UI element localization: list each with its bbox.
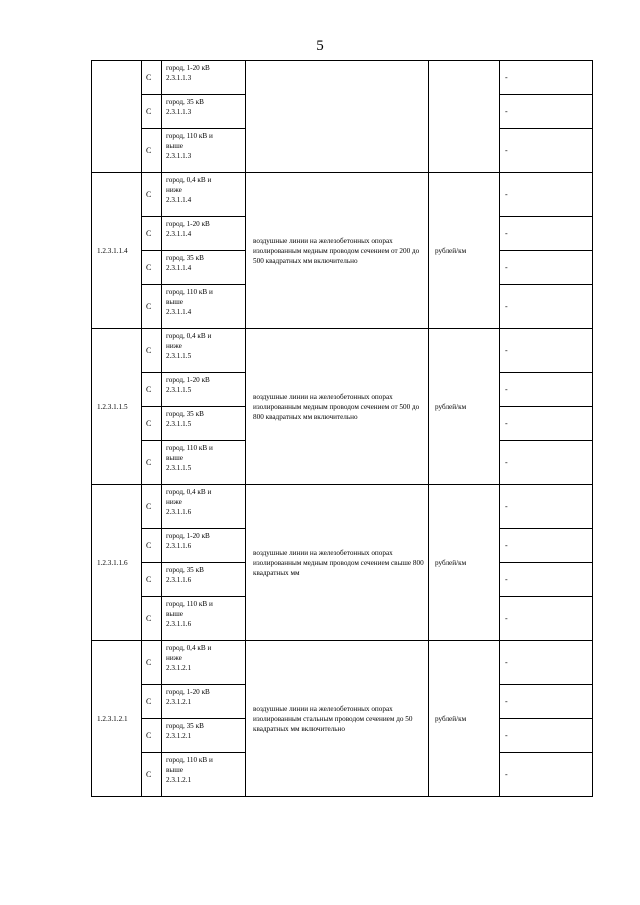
subcategory-cell (162, 285, 246, 329)
value-cell: - (500, 407, 593, 441)
subcategory-line: выше (166, 610, 183, 618)
code-cell (92, 61, 142, 173)
table-row (92, 485, 593, 529)
value-cell: - (500, 529, 593, 563)
value-cell: - (500, 719, 593, 753)
table-row (92, 641, 593, 685)
value-cell: - (500, 485, 593, 529)
subcategory-line: выше (166, 142, 183, 150)
description-cell: воздушные линии на железобетонных опорах изолированным медным проводом сечением свыше 800 квадратных мм (246, 485, 429, 641)
subcategory-cell (162, 373, 246, 407)
category-cell: С (142, 251, 162, 285)
category-cell: С (142, 129, 162, 173)
value-cell: - (500, 373, 593, 407)
value-cell: - (500, 95, 593, 129)
subcategory-line: город, 110 кВ и (166, 444, 213, 452)
description-cell (246, 61, 429, 173)
subcategory-cell (162, 719, 246, 753)
subcategory-line: 2.3.1.1.3 (166, 152, 192, 160)
category-cell: С (142, 217, 162, 251)
value-cell: - (500, 251, 593, 285)
subcategory-line: город, 0,4 кВ и (166, 176, 212, 184)
value-cell: - (500, 129, 593, 173)
category-cell: С (142, 753, 162, 797)
subcategory-line: 2.3.1.2.1 (166, 664, 192, 672)
subcategory-cell (162, 329, 246, 373)
subcategory-line: 2.3.1.1.6 (166, 508, 192, 516)
category-cell: С (142, 441, 162, 485)
subcategory-line: город, 1-20 кВ (166, 64, 210, 72)
value-cell: - (500, 641, 593, 685)
description-cell: воздушные линии на железобетонных опорах изолированным медным проводом сечением от 200 до 500 квадратных мм включительно (246, 173, 429, 329)
subcategory-line: ниже (166, 186, 182, 194)
value-cell: - (500, 685, 593, 719)
category-cell: С (142, 529, 162, 563)
subcategory-line: город, 1-20 кВ (166, 376, 210, 384)
unit-cell: рублей/км (429, 173, 500, 329)
value-cell: - (500, 217, 593, 251)
page-number: 5 (316, 38, 324, 54)
unit-cell: рублей/км (429, 641, 500, 797)
subcategory-line: 2.3.1.1.6 (166, 576, 192, 584)
subcategory-cell (162, 407, 246, 441)
subcategory-line: ниже (166, 654, 182, 662)
subcategory-line: город, 35 кВ (166, 98, 204, 106)
category-cell: С (142, 173, 162, 217)
category-cell: С (142, 95, 162, 129)
category-cell: С (142, 61, 162, 95)
subcategory-line: город, 35 кВ (166, 254, 204, 262)
unit-cell: рублей/км (429, 485, 500, 641)
category-cell: С (142, 329, 162, 373)
category-cell: С (142, 563, 162, 597)
value-cell: - (500, 597, 593, 641)
subcategory-line: 2.3.1.1.4 (166, 264, 192, 272)
subcategory-line: ниже (166, 342, 182, 350)
table-row (92, 173, 593, 217)
subcategory-line: 2.3.1.1.3 (166, 74, 192, 82)
subcategory-cell (162, 441, 246, 485)
value-cell: - (500, 563, 593, 597)
subcategory-line: 2.3.1.1.5 (166, 420, 192, 428)
category-cell: С (142, 597, 162, 641)
subcategory-line: город, 0,4 кВ и (166, 332, 212, 340)
subcategory-line: город, 110 кВ и (166, 756, 213, 764)
subcategory-line: 2.3.1.2.1 (166, 732, 192, 740)
subcategory-line: 2.3.1.1.5 (166, 386, 192, 394)
code-cell: 1.2.3.1.1.5 (92, 329, 142, 485)
category-cell: С (142, 285, 162, 329)
subcategory-cell (162, 597, 246, 641)
code-cell: 1.2.3.1.2.1 (92, 641, 142, 797)
table-row (92, 329, 593, 373)
value-cell: - (500, 441, 593, 485)
unit-cell: рублей/км (429, 329, 500, 485)
category-cell: С (142, 373, 162, 407)
subcategory-line: город, 0,4 кВ и (166, 488, 212, 496)
subcategory-line: 2.3.1.1.3 (166, 108, 192, 116)
subcategory-line: ниже (166, 498, 182, 506)
value-cell: - (500, 285, 593, 329)
description-cell: воздушные линии на железобетонных опорах изолированным медным проводом сечением от 500 до 800 квадратных мм включительно (246, 329, 429, 485)
subcategory-cell (162, 95, 246, 129)
value-cell: - (500, 753, 593, 797)
subcategory-line: город, 35 кВ (166, 566, 204, 574)
subcategory-line: город, 1-20 кВ (166, 220, 210, 228)
subcategory-cell (162, 61, 246, 95)
category-cell: С (142, 719, 162, 753)
code-cell: 1.2.3.1.1.4 (92, 173, 142, 329)
subcategory-cell (162, 485, 246, 529)
value-cell: - (500, 329, 593, 373)
subcategory-line: 2.3.1.1.6 (166, 620, 192, 628)
subcategory-line: 2.3.1.2.1 (166, 776, 192, 784)
subcategory-cell (162, 173, 246, 217)
subcategory-line: город, 35 кВ (166, 722, 204, 730)
subcategory-cell (162, 753, 246, 797)
value-cell: - (500, 61, 593, 95)
subcategory-line: 2.3.1.1.4 (166, 230, 192, 238)
subcategory-cell (162, 251, 246, 285)
subcategory-line: выше (166, 298, 183, 306)
subcategory-line: город, 110 кВ и (166, 288, 213, 296)
subcategory-line: 2.3.1.1.4 (166, 308, 192, 316)
table-row (92, 61, 593, 95)
category-cell: С (142, 407, 162, 441)
subcategory-line: город, 110 кВ и (166, 132, 213, 140)
subcategory-cell (162, 217, 246, 251)
value-cell: - (500, 173, 593, 217)
subcategory-line: выше (166, 766, 183, 774)
subcategory-line: 2.3.1.2.1 (166, 698, 192, 706)
subcategory-line: 2.3.1.1.5 (166, 352, 192, 360)
subcategory-line: 2.3.1.1.6 (166, 542, 192, 550)
subcategory-line: город, 1-20 кВ (166, 688, 210, 696)
rates-table (91, 60, 593, 797)
unit-cell (429, 61, 500, 173)
subcategory-cell (162, 563, 246, 597)
subcategory-cell (162, 641, 246, 685)
subcategory-cell (162, 685, 246, 719)
subcategory-line: город, 1-20 кВ (166, 532, 210, 540)
code-cell: 1.2.3.1.1.6 (92, 485, 142, 641)
category-cell: С (142, 685, 162, 719)
subcategory-line: город, 35 кВ (166, 410, 204, 418)
category-cell: С (142, 641, 162, 685)
subcategory-line: выше (166, 454, 183, 462)
subcategory-line: 2.3.1.1.4 (166, 196, 192, 204)
subcategory-line: 2.3.1.1.5 (166, 464, 192, 472)
subcategory-line: город, 110 кВ и (166, 600, 213, 608)
subcategory-line: город, 0,4 кВ и (166, 644, 212, 652)
category-cell: С (142, 485, 162, 529)
description-cell: воздушные линии на железобетонных опорах изолированным стальным проводом сечением до 50 квадратных мм включительно (246, 641, 429, 797)
subcategory-cell (162, 529, 246, 563)
subcategory-cell (162, 129, 246, 173)
